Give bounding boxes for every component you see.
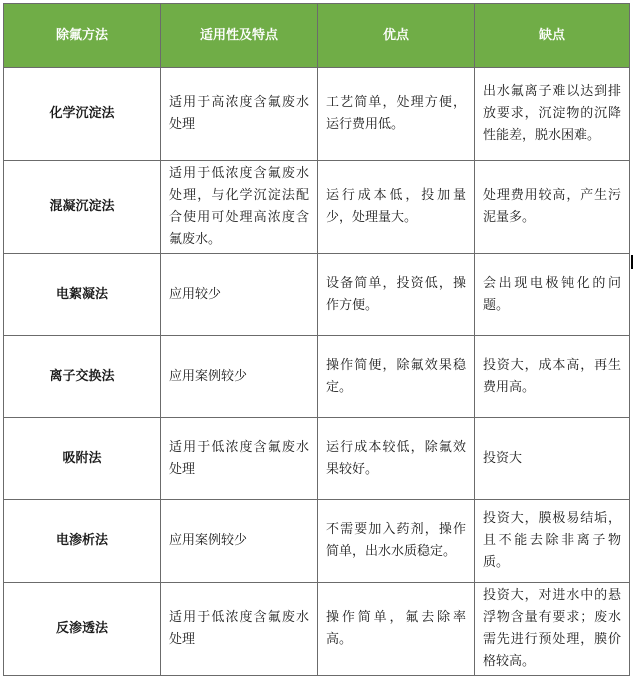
applicability-cell: 适用于高浓度含氟废水处理 bbox=[161, 68, 318, 161]
applicability-cell: 应用较少 bbox=[161, 254, 318, 336]
applicability-cell: 适用于低浓度含氟废水处理 bbox=[161, 583, 318, 676]
table-row bbox=[4, 418, 630, 500]
table-header-row bbox=[4, 4, 630, 68]
method-name: 化学沉淀法 bbox=[4, 68, 161, 161]
advantages-cell: 运行成本低，投加量少，处理量大。 bbox=[318, 161, 475, 254]
table-row bbox=[4, 500, 630, 583]
applicability-cell: 应用案例较少 bbox=[161, 500, 318, 583]
table-row bbox=[4, 161, 630, 254]
method-name: 反渗透法 bbox=[4, 583, 161, 676]
disadvantages-cell: 投资大，对进水中的悬浮物含量有要求；废水需先进行预处理，膜价格较高。 bbox=[475, 583, 630, 676]
table-row bbox=[4, 254, 630, 336]
method-name: 电絮凝法 bbox=[4, 254, 161, 336]
disadvantages-cell: 出水氟离子难以达到排放要求，沉淀物的沉降性能差，脱水困难。 bbox=[475, 68, 630, 161]
disadvantages-cell: 处理费用较高，产生污泥量多。 bbox=[475, 161, 630, 254]
table-row bbox=[4, 68, 630, 161]
header-method: 除氟方法 bbox=[4, 4, 161, 68]
header-disadvantages: 缺点 bbox=[475, 4, 630, 68]
table-row bbox=[4, 583, 630, 676]
applicability-cell: 适用于低浓度含氟废水处理 bbox=[161, 418, 318, 500]
method-name: 电渗析法 bbox=[4, 500, 161, 583]
disadvantages-cell: 会出现电极钝化的问题。 bbox=[475, 254, 630, 336]
method-name: 吸附法 bbox=[4, 418, 161, 500]
disadvantages-cell: 投资大 bbox=[475, 418, 630, 500]
applicability-cell: 应用案例较少 bbox=[161, 336, 318, 418]
text-cursor-mark bbox=[631, 255, 633, 269]
header-applicability: 适用性及特点 bbox=[161, 4, 318, 68]
method-name: 混凝沉淀法 bbox=[4, 161, 161, 254]
advantages-cell: 操作简便，除氟效果稳定。 bbox=[318, 336, 475, 418]
applicability-cell: 适用于低浓度含氟废水处理，与化学沉淀法配合使用可处理高浓度含氟废水。 bbox=[161, 161, 318, 254]
fluoride-removal-comparison-table bbox=[3, 3, 630, 676]
advantages-cell: 操作简单，氟去除率高。 bbox=[318, 583, 475, 676]
disadvantages-cell: 投资大，膜极易结垢，且不能去除非离子物质。 bbox=[475, 500, 630, 583]
advantages-cell: 设备简单，投资低，操作方便。 bbox=[318, 254, 475, 336]
advantages-cell: 运行成本较低，除氟效果较好。 bbox=[318, 418, 475, 500]
header-advantages: 优点 bbox=[318, 4, 475, 68]
advantages-cell: 不需要加入药剂，操作简单，出水水质稳定。 bbox=[318, 500, 475, 583]
method-name: 离子交换法 bbox=[4, 336, 161, 418]
table-row bbox=[4, 336, 630, 418]
advantages-cell: 工艺简单，处理方便，运行费用低。 bbox=[318, 68, 475, 161]
disadvantages-cell: 投资大，成本高，再生费用高。 bbox=[475, 336, 630, 418]
